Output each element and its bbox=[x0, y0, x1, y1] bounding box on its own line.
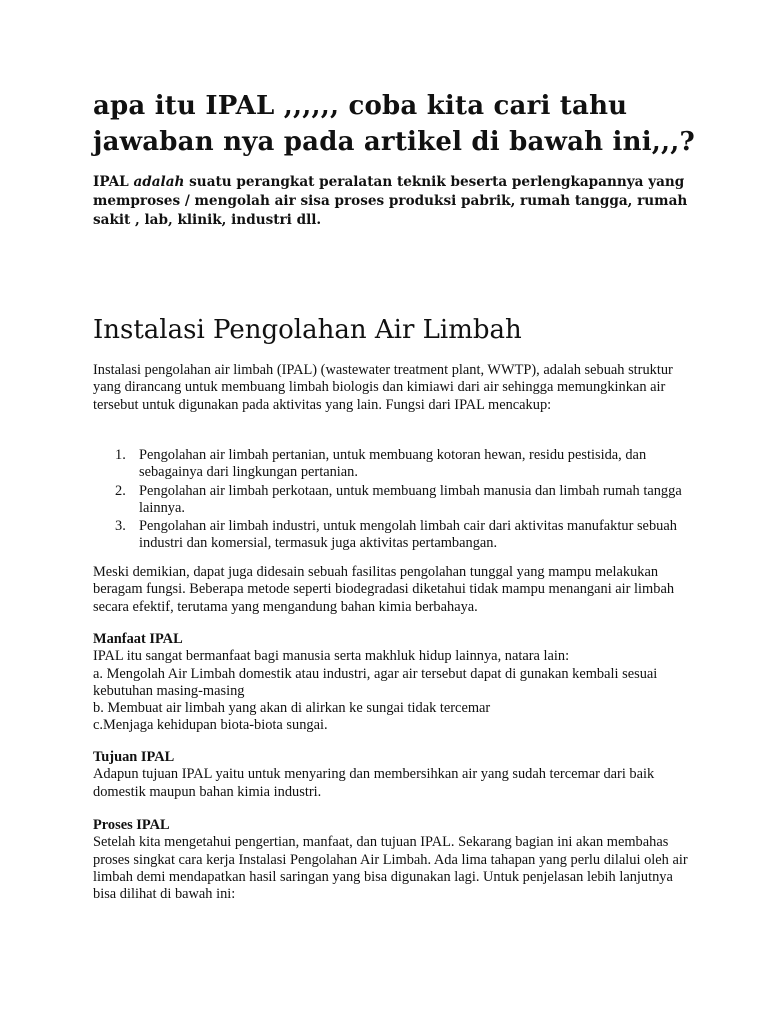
list-number: 2. bbox=[115, 482, 126, 499]
proses-heading: Proses IPAL bbox=[93, 817, 170, 833]
list-item bbox=[93, 483, 693, 518]
list-number: 1. bbox=[115, 447, 126, 463]
paragraph-definition: Instalasi pengolahan air limbah (IPAL) (wastewater treatment plant, WWTP), adalah sebuah struktur yang dirancang untuk membuang limbah biologis dan kimiawi dari air sehingga memungkinkan air tersebut untuk digunakan pada aktivitas yang lain. Fungsi dari IPAL mencakup: bbox=[93, 362, 673, 413]
intro-emphasis: adalah bbox=[133, 174, 185, 190]
document-title bbox=[93, 88, 713, 160]
section-heading: Instalasi Pengolahan Air Limbah bbox=[93, 315, 522, 345]
manfaat-heading: Manfaat IPAL bbox=[93, 631, 183, 647]
proses-section bbox=[93, 817, 693, 903]
function-list bbox=[93, 447, 693, 554]
list-text: Pengolahan air limbah pertanian, untuk membuang kotoran hewan, residu pestisida, dan sebagainya dari lingkungan pertanian. bbox=[139, 447, 647, 481]
manfaat-item: c.Menjaga kehidupan biota-biota sungai. bbox=[93, 717, 328, 734]
tujuan-section bbox=[93, 749, 693, 801]
title-line-1: apa itu IPAL ,,,,,, coba kita cari tahu bbox=[93, 91, 628, 121]
manfaat-section bbox=[93, 631, 693, 735]
intro-paragraph bbox=[93, 173, 693, 230]
intro-before: IPAL bbox=[93, 174, 134, 190]
list-item bbox=[93, 447, 693, 482]
list-number: 3. bbox=[115, 518, 126, 535]
paragraph-note: Meski demikian, dapat juga didesain sebuah fasilitas pengolahan tunggal yang mampu melakukan beragam fungsi. Beberapa metode seperti biodegradasi diketahui tidak mampu menangani air limbah secara efektif, terutama yang mengandung bahan kimia berbahaya. bbox=[93, 564, 675, 615]
list-text: Pengolahan air limbah perkotaan, untuk membuang limbah manusia dan limbah rumah tangga lainnya. bbox=[139, 482, 682, 516]
manfaat-intro: IPAL itu sangat bermanfaat bagi manusia serta makhluk hidup lainnya, natara lain: bbox=[93, 648, 570, 665]
proses-text: Setelah kita mengetahui pengertian, manfaat, dan tujuan IPAL. Sekarang bagian ini akan membahas proses singkat cara kerja Instalasi Pengolahan Air Limbah. Ada lima tahapan yang perlu dilalui oleh air limbah demi mendapatkan hasil saringan yang bisa digunakan lagi. Untuk penjelasan lebih lanjutnya bisa dilihat di bawah ini: bbox=[93, 834, 688, 903]
tujuan-text: Adapun tujuan IPAL yaitu untuk menyaring dan membersihkan air yang sudah tercemar dari baik domestik maupun bahan kimia industri. bbox=[93, 766, 655, 800]
title-line-2: jawaban nya pada artikel di bawah ini,,,? bbox=[93, 127, 695, 157]
manfaat-item: a. Mengolah Air Limbah domestik atau industri, agar air tersebut dapat di gunakan kembali sesuai kebutuhan masing-masing bbox=[93, 665, 658, 699]
list-item bbox=[93, 518, 693, 553]
list-text: Pengolahan air limbah industri, untuk mengolah limbah cair dari aktivitas manufaktur sebuah industri dan komersial, termasuk juga aktivitas pertambangan. bbox=[139, 518, 677, 552]
tujuan-heading: Tujuan IPAL bbox=[93, 749, 175, 765]
intro-after: suatu perangkat peralatan teknik beserta perlengkapannya yang memproses / mengolah air sisa proses produksi pabrik, rumah tangga, rumah sakit , lab, klinik, industri dll. bbox=[93, 174, 688, 228]
manfaat-item: b. Membuat air limbah yang akan di alirkan ke sungai tidak tercemar bbox=[93, 700, 491, 717]
